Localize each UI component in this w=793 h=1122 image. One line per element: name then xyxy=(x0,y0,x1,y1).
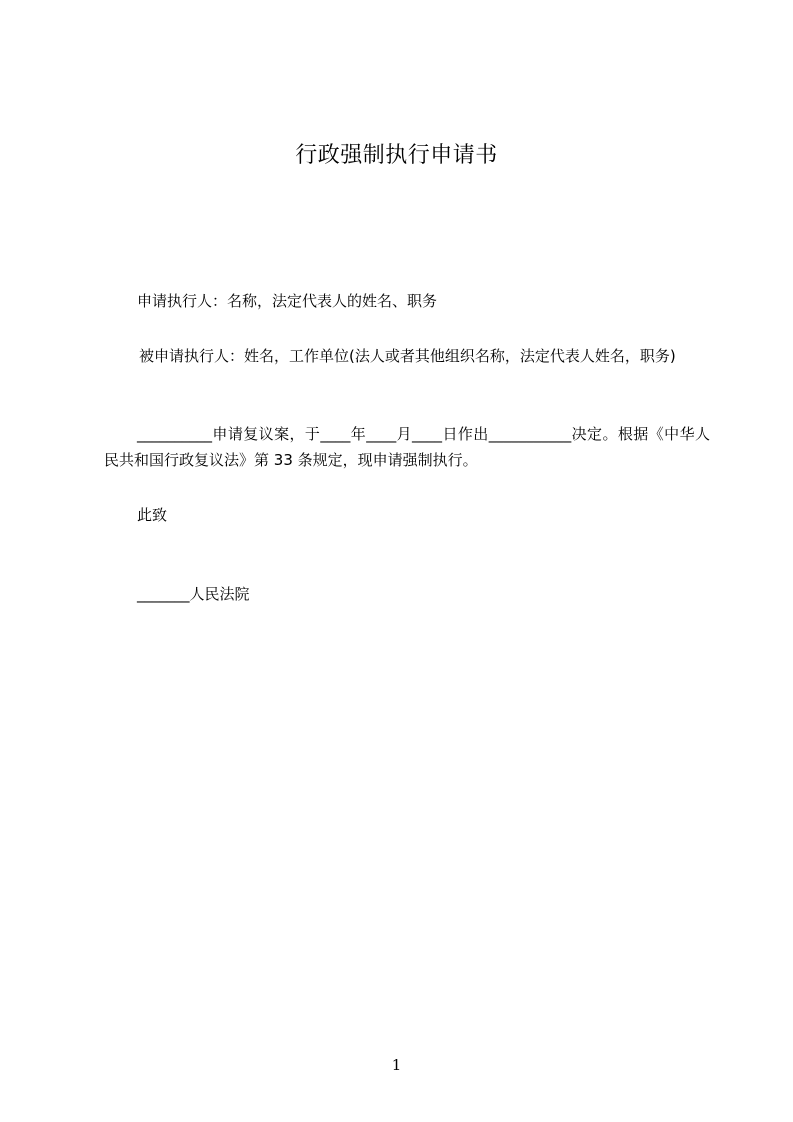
document-title: 行政强制执行申请书 xyxy=(295,143,498,168)
respondent-paragraph: 被申请执行人：姓名，工作单位(法人或者其他组织名称，法定代表人姓名，职务) xyxy=(139,347,676,365)
court-recipient-paragraph: _______人民法院 xyxy=(137,585,250,603)
salutation-paragraph: 此致 xyxy=(137,506,168,524)
page-number: 1 xyxy=(391,1056,402,1074)
applicant-paragraph: 申请执行人：名称，法定代表人的姓名、职务 xyxy=(137,292,438,310)
request-body-paragraph: __________申请复议案，于____年____月____日作出___________决定。根据《中华人民共和国行政复议法》第 33 条规定，现申请强制执行。 xyxy=(104,425,710,469)
